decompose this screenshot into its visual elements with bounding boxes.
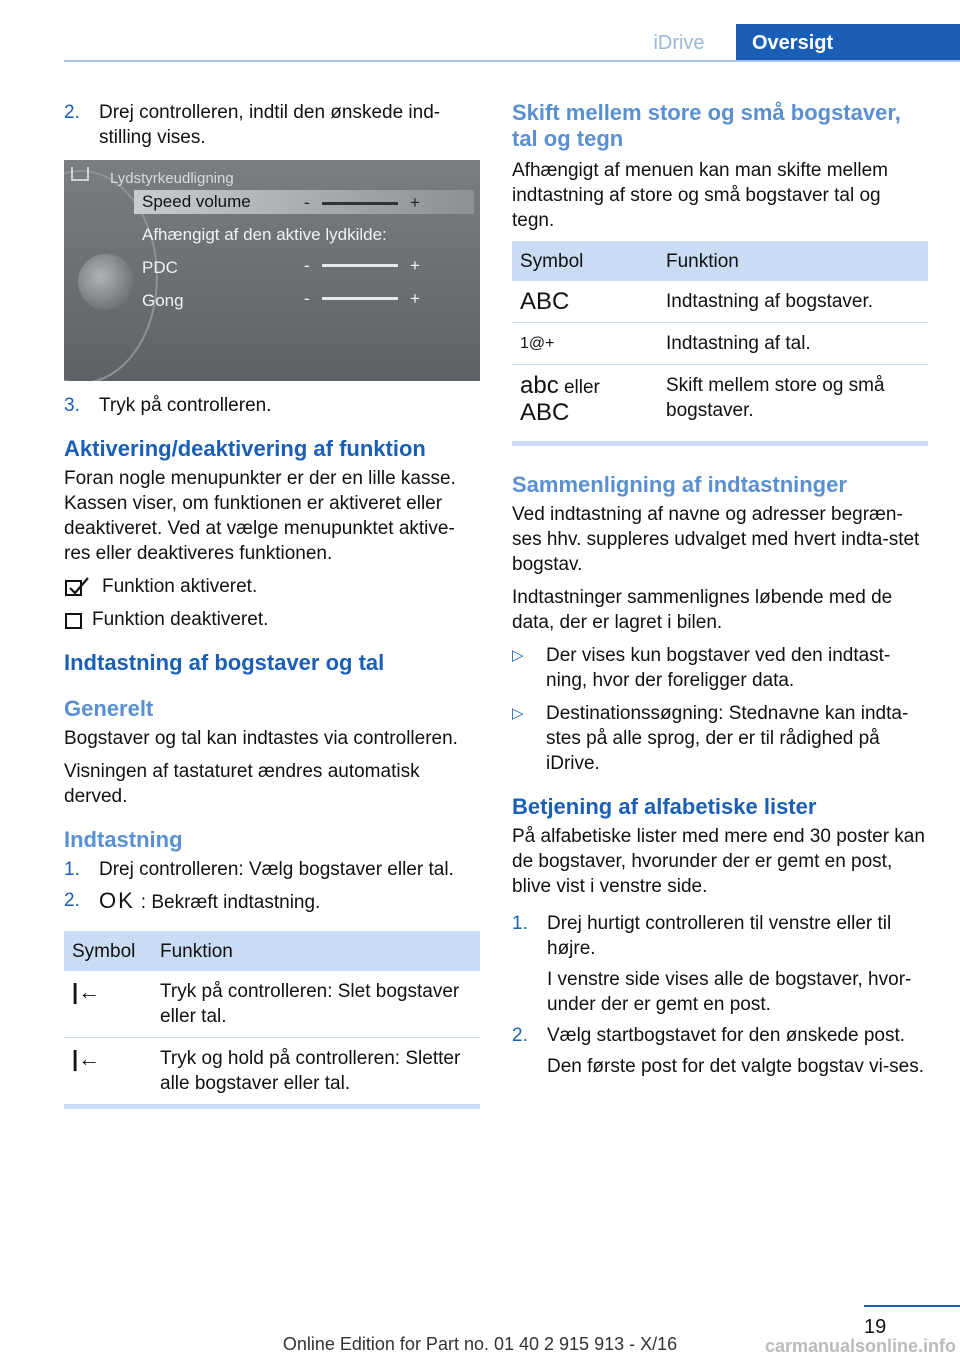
case-symbol-table: [512, 241, 928, 435]
step-text: Drej controlleren, indtil den ønskede ind‐stilling vises.: [99, 102, 441, 148]
bullet-item: [512, 701, 928, 776]
heading-comparison: Sammenligning af indtastninger: [512, 472, 847, 497]
triangle-bullet-icon: ▷: [512, 647, 524, 664]
step-text: Vælg startbogstavet for den ønskede post.: [547, 1025, 906, 1046]
legend-text: Funktion deaktiveret.: [92, 609, 269, 630]
step-subtext: Den første post for det valgte bogstav vi‐ses.: [547, 1056, 925, 1077]
slider-bar: [322, 264, 398, 267]
paragraph: Afhængigt af menuen kan man skifte mellem indtastning af store og små bogstaver tal og tegn.: [512, 160, 888, 231]
step-text: Drej controlleren: Vælg bogstaver eller tal.: [99, 859, 454, 880]
backspace-icon: |←: [64, 971, 152, 1038]
paragraph: Visningen af tastaturet ændres automatisk derved.: [64, 761, 420, 807]
legend-activated: [64, 574, 480, 599]
plus-sign: +: [410, 256, 420, 275]
bullet-text: Der vises kun bogstaver ved den indtast‐ning, hvor der foreligger data.: [546, 645, 891, 691]
input-step-1: [64, 857, 480, 882]
step-number: 3.: [64, 395, 80, 416]
paragraph: Bogstaver og tal kan indtastes via controlleren.: [64, 728, 458, 749]
table-row: [64, 1038, 480, 1105]
controller-knob: [78, 254, 134, 310]
bullet-text: Destinationssøgning: Stednavne kan indta‐stes på alle sprog, der er til rådighed på iDrive.: [546, 703, 909, 774]
left-column: [64, 100, 480, 1133]
minus-sign: -: [304, 289, 310, 308]
minus-sign: -: [304, 256, 310, 275]
table-header: Funktion: [152, 931, 480, 971]
table-header-row: [512, 241, 928, 281]
plus-sign: +: [410, 193, 420, 212]
paragraph: Ved indtastning af navne og adresser begræn‐ses hhv. suppleres udvalget med hvert indta‐stet bogstav.: [512, 504, 920, 575]
lowercase-abc-icon: abc: [520, 372, 559, 399]
header-tab-oversigt: Oversigt: [736, 24, 960, 62]
table-header: Symbol: [512, 241, 658, 281]
heading-case-switch: Skift mellem store og små bogstaver, tal og tegn: [512, 100, 901, 151]
step-2: [64, 100, 480, 150]
table-row: [512, 323, 928, 365]
step-number: 2.: [64, 890, 80, 911]
idrive-screenshot: [64, 160, 480, 381]
input-step-2: [64, 888, 480, 915]
heading-input: Indtastning af bogstaver og tal: [64, 650, 385, 675]
table-row: [512, 281, 928, 323]
table-cell: Indtastning af bogstaver.: [658, 281, 928, 323]
step-number: 2.: [64, 102, 80, 123]
home-icon: [71, 167, 89, 181]
table-row: [512, 365, 928, 436]
page-number: 19: [864, 1316, 887, 1338]
table-bottom-rule: [64, 1104, 480, 1109]
watermark: carmanualsonline.info: [764, 1336, 956, 1356]
triangle-bullet-icon: ▷: [512, 705, 524, 722]
step-text: Drej hurtigt controlleren til venstre eller til højre.: [547, 913, 892, 959]
screen-row-speed-volume: Speed volume: [134, 190, 474, 214]
table-row: [64, 971, 480, 1038]
table-header: Funktion: [658, 241, 928, 281]
delete-symbol-table: [64, 931, 480, 1104]
screen-row-source: Afhængigt af den aktive lydkilde:: [142, 225, 387, 244]
step-3: [64, 393, 480, 418]
checked-box-icon: [64, 576, 100, 598]
step-number: 1.: [64, 859, 80, 880]
step-number: 1.: [512, 913, 528, 934]
table-cell: Tryk på controlleren: Slet bogstaver eller tal.: [152, 971, 480, 1038]
legend-deactivated: [64, 607, 480, 632]
screen-title: Lydstyrkeudligning: [110, 170, 234, 187]
header-rule: [64, 60, 960, 62]
bullet-item: [512, 643, 928, 693]
screen-row-pdc: PDC: [142, 258, 178, 277]
unchecked-box-icon: [64, 609, 88, 631]
list-step-1: [512, 911, 928, 961]
backspace-icon: |←: [72, 1046, 101, 1071]
heading-alpha-lists: Betjening af alfabetiske lister: [512, 794, 817, 819]
legend-text: Funktion aktiveret.: [102, 576, 258, 597]
list-step-2: [512, 1023, 928, 1048]
edition-text: Online Edition for Part no. 01 40 2 915 913 - X/16: [282, 1334, 678, 1354]
numbers-symbols-icon: 1@+: [512, 323, 658, 365]
subheading-indtastning: Indtastning: [64, 827, 183, 852]
heading-activation: Aktivering/deaktivering af funktion: [64, 436, 426, 461]
step-text: Tryk på controlleren.: [99, 395, 272, 416]
uppercase-abc-icon: ABC: [512, 281, 658, 323]
footer-rule: [864, 1305, 960, 1307]
step-text: : Bekræft indtastning.: [140, 892, 321, 913]
paragraph: Indtastninger sammenlignes løbende med de data, der er lagret i bilen.: [512, 587, 893, 633]
case-toggle-symbols: [512, 365, 658, 436]
table-header: Symbol: [64, 931, 152, 971]
table-cell: Indtastning af tal.: [658, 323, 928, 365]
paragraph: På alfabetiske lister med mere end 30 poster kan de bogstaver, hvorunder der er gemt en post, blive vist i venstre side.: [512, 826, 925, 897]
table-cell: Skift mellem store og små bogstaver.: [666, 375, 885, 421]
header-section-label: iDrive: [653, 32, 705, 54]
paragraph: Foran nogle menupunkter er der en lille kasse. Kassen viser, om funktionen er aktiveret eller deaktiveret. Ved at vælge menupunktet aktive‐res eller deaktiveres funktionen.: [64, 468, 456, 564]
subheading-general: Generelt: [64, 696, 154, 721]
or-text: eller: [563, 377, 600, 398]
minus-sign: -: [304, 193, 310, 212]
slider-bar: [322, 202, 398, 205]
table-header-row: [64, 931, 480, 971]
ok-icon: OK: [99, 888, 135, 913]
step-number: 2.: [512, 1025, 528, 1046]
plus-sign: +: [410, 289, 420, 308]
right-column: [512, 100, 928, 1085]
slider-bar: [322, 297, 398, 300]
step-subtext: I venstre side vises alle de bogstaver, hvor‐under der er gemt en post.: [547, 969, 912, 1015]
table-cell: Tryk og hold på controlleren: Sletter alle bogstaver eller tal.: [160, 1048, 461, 1094]
table-bottom-rule: [512, 441, 928, 446]
screen-row-gong: Gong: [142, 291, 184, 310]
uppercase-abc-icon: ABC: [520, 399, 570, 426]
